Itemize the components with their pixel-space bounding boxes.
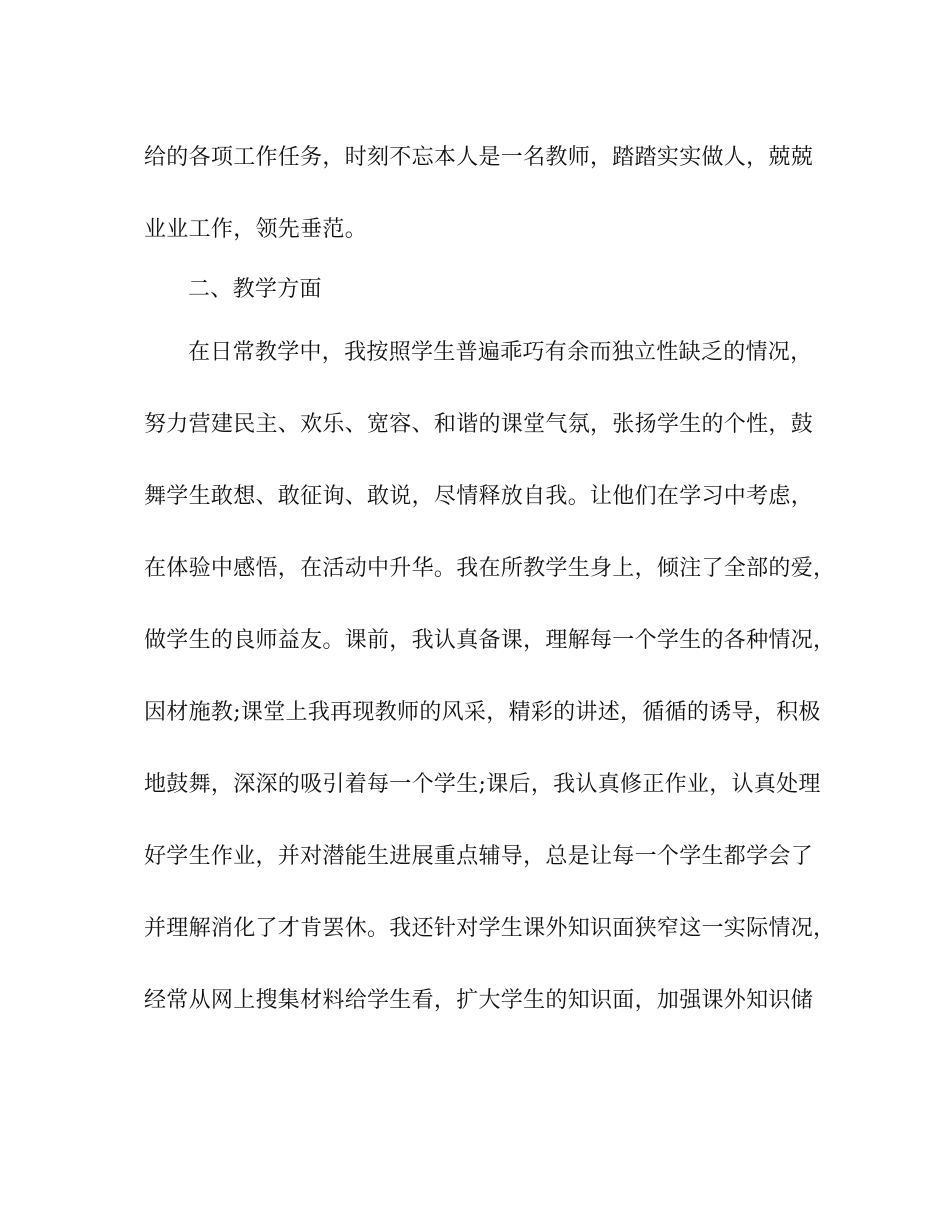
body-text-line: 因材施教;课堂上我再现教师的风采，精彩的讲述，循循的诱导，积极 (144, 700, 821, 725)
body-text-line: 并理解消化了才肯罢休。我还针对学生课外知识面狭窄这一实际情况， (144, 916, 836, 941)
body-text-line: 经常从网上搜集材料给学生看，扩大学生的知识面，加强课外知识储 (144, 988, 814, 1013)
body-text-line: 舞学生敢想、敢征询、敢说，尽情释放自我。让他们在学习中考虑， (144, 484, 814, 509)
body-text-line: 地鼓舞，深深的吸引着每一个学生;课后，我认真修正作业，认真处理 (144, 772, 821, 797)
body-text-line: 给的各项工作任务，时刻不忘本人是一名教师，踏踏实实做人，兢兢 (144, 145, 814, 170)
body-text-line: 好学生作业，并对潜能生进展重点辅导，总是让每一个学生都学会了 (144, 844, 814, 869)
body-text-line: 在日常教学中，我按照学生普遍乖巧有余而独立性缺乏的情况， (188, 340, 813, 365)
body-text-line: 在体验中感悟，在活动中升华。我在所教学生身上，倾注了全部的爱， (144, 556, 836, 581)
body-text-line: 业业工作，领先垂范。 (144, 217, 368, 242)
section-heading: 二、教学方面 (188, 277, 322, 302)
body-text-line: 做学生的良师益友。课前，我认真备课，理解每一个学生的各种情况， (144, 628, 836, 653)
body-text-line: 努力营建民主、欢乐、宽容、和谐的课堂气氛，张扬学生的个性，鼓 (144, 412, 814, 437)
